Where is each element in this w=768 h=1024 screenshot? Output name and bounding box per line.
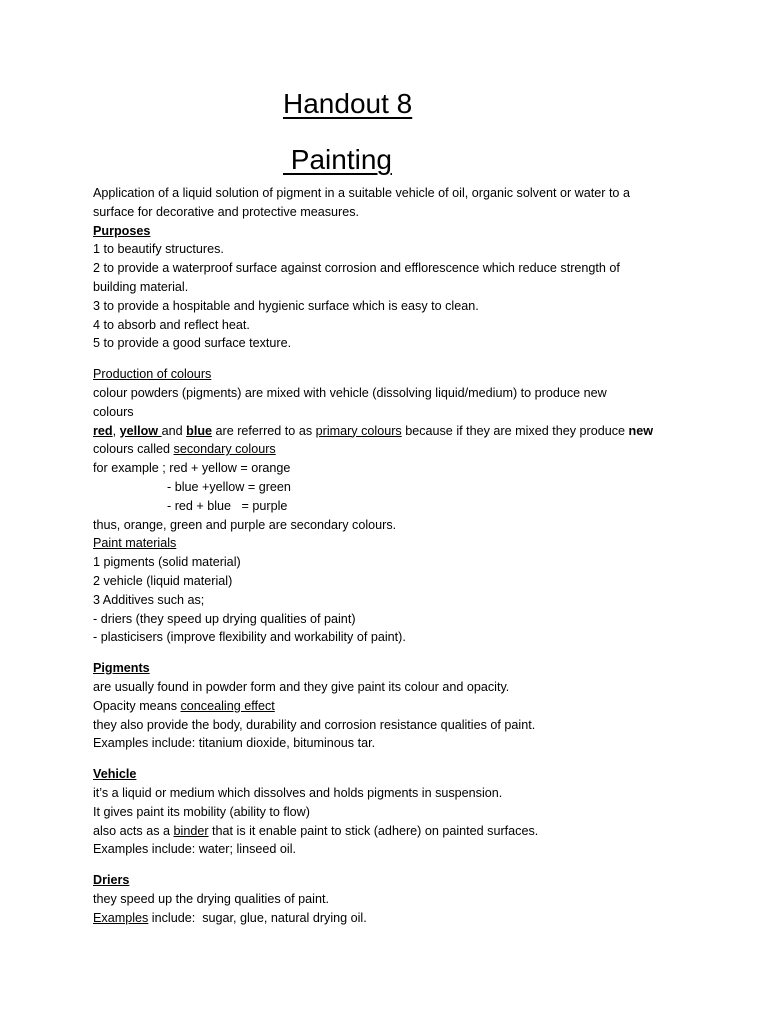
pigments-line: are usually found in powder form and they give paint its colour and opacity.: [93, 679, 510, 694]
example-line: - blue +yellow = green: [167, 479, 291, 494]
secondary-colours-term: secondary colours: [173, 442, 276, 457]
purpose-item: building material.: [93, 279, 189, 294]
pigments-heading: Pigments: [93, 661, 150, 676]
concealing-effect-term: concealing effect: [180, 698, 275, 713]
binder-term: binder: [173, 823, 209, 838]
page-title: Handout 8: [283, 88, 413, 119]
document-body: [93, 184, 693, 927]
material-item: 3 Additives such as;: [93, 592, 205, 607]
material-item: - driers (they speed up drying qualities of paint): [93, 611, 356, 626]
vehicle-heading: Vehicle: [93, 767, 137, 782]
primary-colours-term: primary colours: [315, 423, 402, 438]
yellow-term: yellow: [119, 423, 162, 438]
material-item: - plasticisers (improve flexibility and workability of paint).: [93, 630, 406, 645]
production-heading: Production of colours: [93, 367, 212, 382]
examples-term: Examples: [93, 910, 149, 925]
purpose-item: 2 to provide a waterproof surface against corrosion and efflorescence which reduce strength of: [93, 261, 620, 276]
materials-heading: Paint materials: [93, 536, 177, 551]
pigments-line: they also provide the body, durability and corrosion resistance qualities of paint.: [93, 717, 536, 732]
vehicle-line: Examples include: water; linseed oil.: [93, 842, 297, 857]
driers-heading: Driers: [93, 873, 130, 888]
purpose-item: 1 to beautify structures.: [93, 242, 224, 257]
secondary-colours-line: colours called secondary colours: [93, 442, 276, 457]
production-line: colour powders (pigments) are mixed with vehicle (dissolving liquid/medium) to produce new: [93, 385, 607, 400]
pigments-line: Examples include: titanium dioxide, bituminous tar.: [93, 736, 376, 751]
opacity-line: Opacity means concealing effect: [93, 698, 275, 713]
red-term: red: [93, 423, 113, 438]
purpose-item: 5 to provide a good surface texture.: [93, 336, 292, 351]
example-line: - red + blue = purple: [167, 498, 288, 513]
blue-term: blue: [186, 423, 213, 438]
vehicle-line: It gives paint its mobility (ability to flow): [93, 804, 310, 819]
production-line: colours: [93, 404, 134, 419]
material-item: 1 pigments (solid material): [93, 555, 241, 570]
purposes-heading: Purposes: [93, 223, 151, 238]
purpose-item: 4 to absorb and reflect heat.: [93, 317, 250, 332]
binder-line: also acts as a binder that is it enable paint to stick (adhere) on painted surfaces.: [93, 823, 539, 838]
production-summary: thus, orange, green and purple are secondary colours.: [93, 517, 397, 532]
page-subtitle: Painting: [283, 144, 392, 175]
driers-examples-line: Examples include: sugar, glue, natural drying oil.: [93, 910, 367, 925]
intro-line: surface for decorative and protective measures.: [93, 204, 359, 219]
new-term: new: [628, 423, 654, 438]
intro-line: Application of a liquid solution of pigment in a suitable vehicle of oil, organic solvent or water to a: [93, 186, 630, 200]
example-line: for example ; red + yellow = orange: [93, 461, 291, 476]
driers-line: they speed up the drying qualities of paint.: [93, 891, 329, 906]
material-item: 2 vehicle (liquid material): [93, 573, 233, 588]
primary-colours-line: red, yellow and blue are referred to as primary colours because if they are mixed they produce new: [93, 423, 654, 438]
purpose-item: 3 to provide a hospitable and hygienic surface which is easy to clean.: [93, 298, 479, 313]
vehicle-line: it’s a liquid or medium which dissolves and holds pigments in suspension.: [93, 785, 503, 800]
